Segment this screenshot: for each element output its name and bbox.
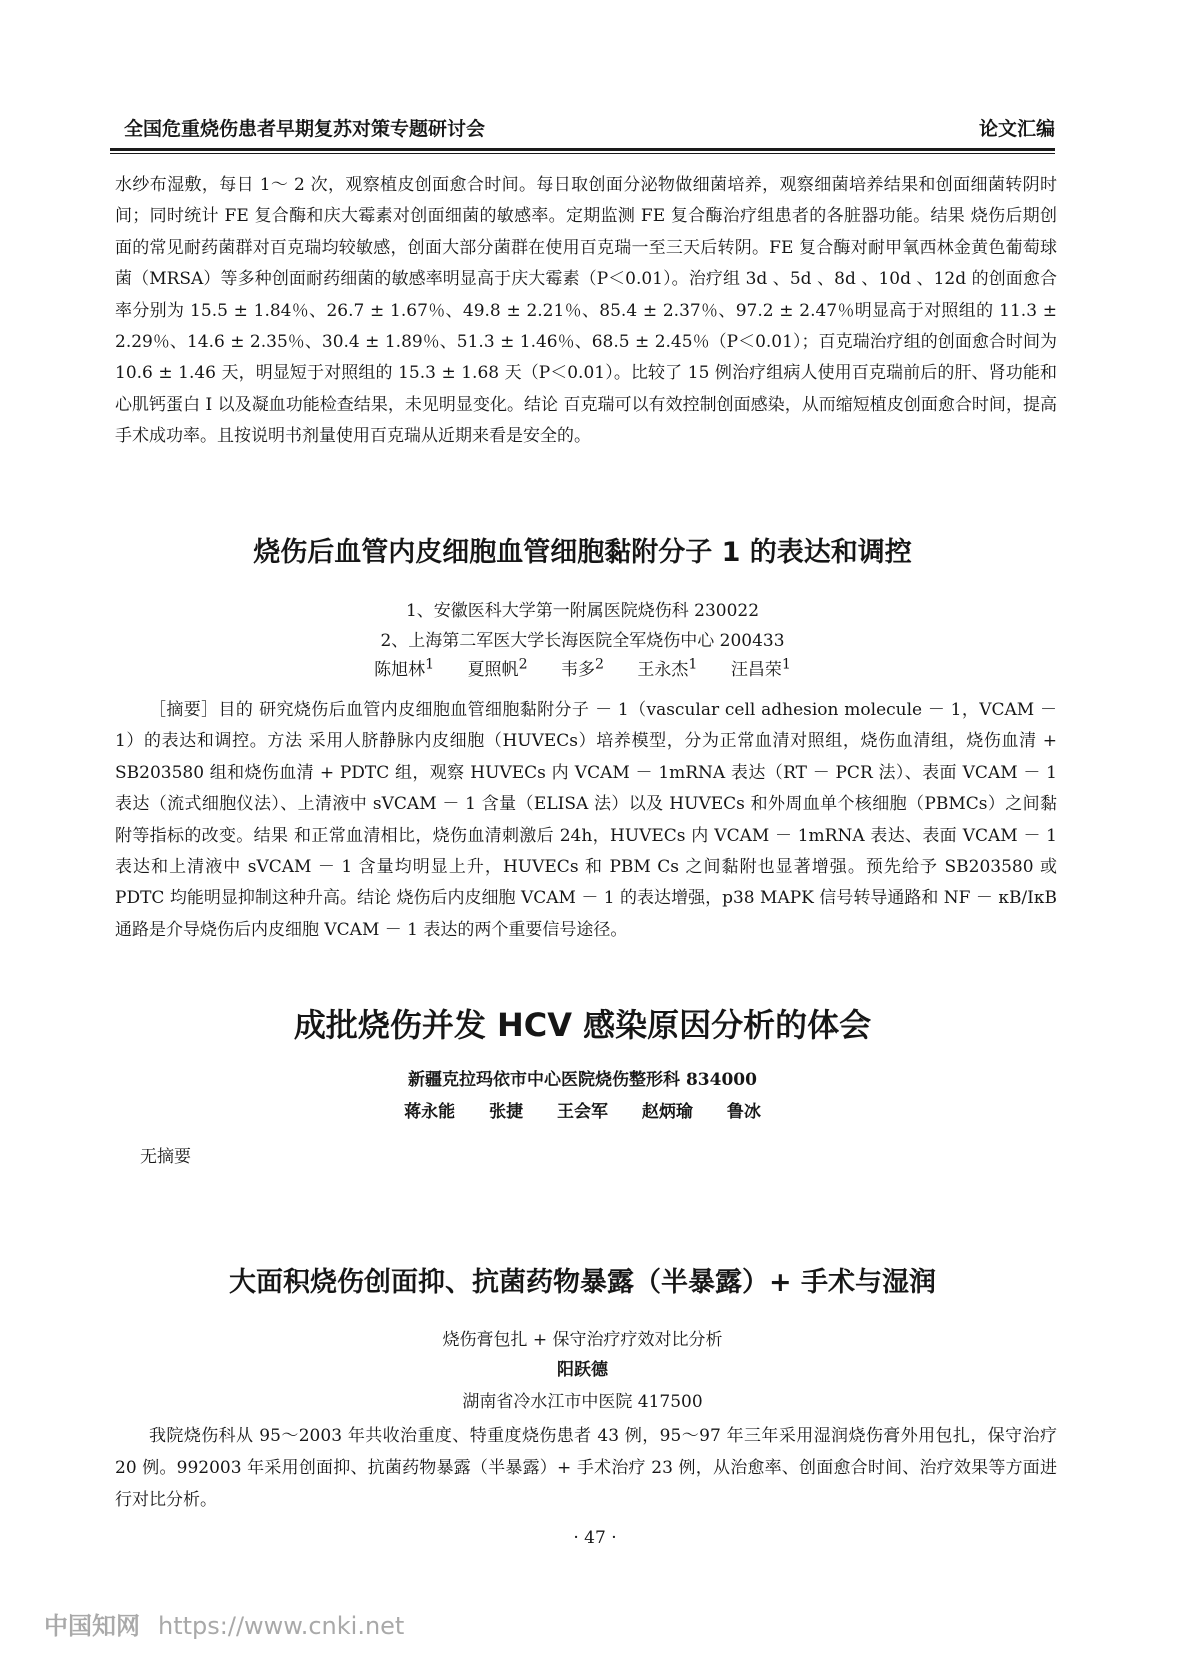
cnki-watermark (44, 1606, 404, 1641)
affiliation-2: 2、上海第二军医大学长海医院全军烧伤中心 200433 (380, 631, 785, 651)
cnki-url[interactable]: https://www.cnki.net (158, 1612, 405, 1640)
header-rule-thin (110, 153, 1055, 154)
author: 王会军 (557, 1102, 608, 1122)
author: 汪昌荣$^1$ (730, 656, 791, 680)
article-title-vcam: 烧伤后血管内皮细胞血管细胞黏附分子 1 的表达和调控 (253, 537, 912, 568)
cnki-logo-text: 中国知网 (44, 1612, 140, 1640)
affiliation-burn-wound: 湖南省冷水江市中医院 417500 (462, 1392, 703, 1412)
author: 夏照帆$^2$ (467, 656, 528, 680)
affiliation-hcv: 新疆克拉玛依市中心医院烧伤整形科 834000 (408, 1070, 757, 1090)
author-burn-wound: 阳跃德 (557, 1360, 608, 1380)
header-rule (110, 148, 1055, 151)
article-subtitle: 烧伤膏包扎 + 保守治疗疗效对比分析 (442, 1330, 723, 1350)
author: 鲁冰 (726, 1102, 761, 1122)
body-burn-wound: 我院烧伤科从 95～2003 年共收治重度、特重度烧伤患者 43 例，95～97 年三年采用湿润烧伤膏外用包扎，保守治疗 20 例。992003 年采用创面抑、抗菌药物暴露（半暴露）+ 手术治疗 23 例，从治愈率、创面愈合时间、治疗效果等方面进行对比分析。 (115, 1426, 1057, 1510)
header-conference-title: 全国危重烧伤患者早期复苏对策专题研讨会 (124, 118, 486, 140)
article-title-burn-wound: 大面积烧伤创面抑、抗菌药物暴露（半暴露）+ 手术与湿润 (228, 1267, 937, 1298)
author: 张捷 (489, 1102, 524, 1122)
author-list-vcam (110, 655, 1055, 680)
abstract-vcam: ［摘要］目的 研究烧伤后血管内皮细胞血管细胞黏附分子 － 1（vascular cell adhesion molecule － 1，VCAM － 1）的表达和调控。方法 采用人脐静脉内皮细胞（HUVECs）培养模型，分为正常血清对照组，烧伤血清组，烧伤血清 + SB203580 组和烧伤血清 + PDTC 组，观察 HUVECs 内 VCAM － 1mRNA 表达（RT － PCR 法）、表面 VCAM － 1 表达（流式细胞仪法）、上清液中 sVCAM － 1 含量（ELISA 法）以及 HUVECs 和外周血单个核细胞（PBMCs）之间黏附等指标的改变。结果 和正常血清相比，烧伤血清刺激后 24h，HUVECs 内 VCAM － 1mRNA 表达、表面 VCAM － 1 表达和上清液中 sVCAM － 1 含量均明显上升，HUVECs 和 PBM Cs 之间黏附也显著增强。预先给予 SB203580 或 PDTC 均能明显抑制这种升高。结论 烧伤后内皮细胞 VCAM － 1 的表达增强，p38 MAPK 信号转导通路和 NF － κB/IκB 通路是介导烧伤后内皮细胞 VCAM － 1 表达的两个重要信号途径。 (115, 700, 1057, 940)
author: 王永杰$^1$ (637, 656, 698, 680)
no-abstract-note: 无摘要 (140, 1147, 191, 1167)
author: 赵炳瑜 (641, 1102, 693, 1122)
author: 蒋永能 (404, 1102, 456, 1122)
header-section-label: 论文汇编 (978, 118, 1055, 140)
affiliation-1: 1、安徽医科大学第一附属医院烧伤科 230022 (405, 601, 760, 621)
author-list-hcv (110, 1097, 1055, 1122)
continued-abstract: 水纱布湿敷，每日 1～ 2 次，观察植皮创面愈合时间。每日取创面分泌物做细菌培养，观察细菌培养结果和创面细菌转阴时间；同时统计 FE 复合酶和庆大霉素对创面细菌的敏感率。定期监测 FE 复合酶治疗组患者的各脏器功能。结果 烧伤后期创面的常见耐药菌群对百克瑞均较敏感，创面大部分菌群在使用百克瑞一至三天后转阴。FE 复合酶对耐甲氧西林金黄色葡萄球菌（MRSA）等多种创面耐药细菌的敏感率明显高于庆大霉素（P＜0.01）。治疗组 3d 、5d 、8d 、10d 、12d 的创面愈合率分别为 15.5 ± 1.84％、26.7 ± 1.67％、49.8 ± 2.21％、85.4 ± 2.37％、97.2 ± 2.47％明显高于对照组的 11.3 ± 2.29％、14.6 ± 2.35％、30.4 ± 1.89％、51.3 ± 1.46％、68.5 ± 2.45％（P＜0.01）；百克瑞治疗组的创面愈合时间为 10.6 ± 1.46 天，明显短于对照组的 15.3 ± 1.68 天（P＜0.01）。比较了 15 例治疗组病人使用百克瑞前后的肝、肾功能和心肌钙蛋白 I 以及凝血功能检查结果，未见明显变化。结论 百克瑞可以有效控制创面感染，从而缩短植皮创面愈合时间，提高手术成功率。且按说明书剂量使用百克瑞从近期来看是安全的。 (115, 175, 1057, 447)
author: 陈旭林$^1$ (374, 656, 435, 680)
author: 韦多$^2$ (560, 656, 604, 680)
article-title-hcv: 成批烧伤并发 HCV 感染原因分析的体会 (293, 1006, 872, 1044)
running-header (110, 114, 1055, 144)
page-number: · 47 · (573, 1528, 617, 1548)
